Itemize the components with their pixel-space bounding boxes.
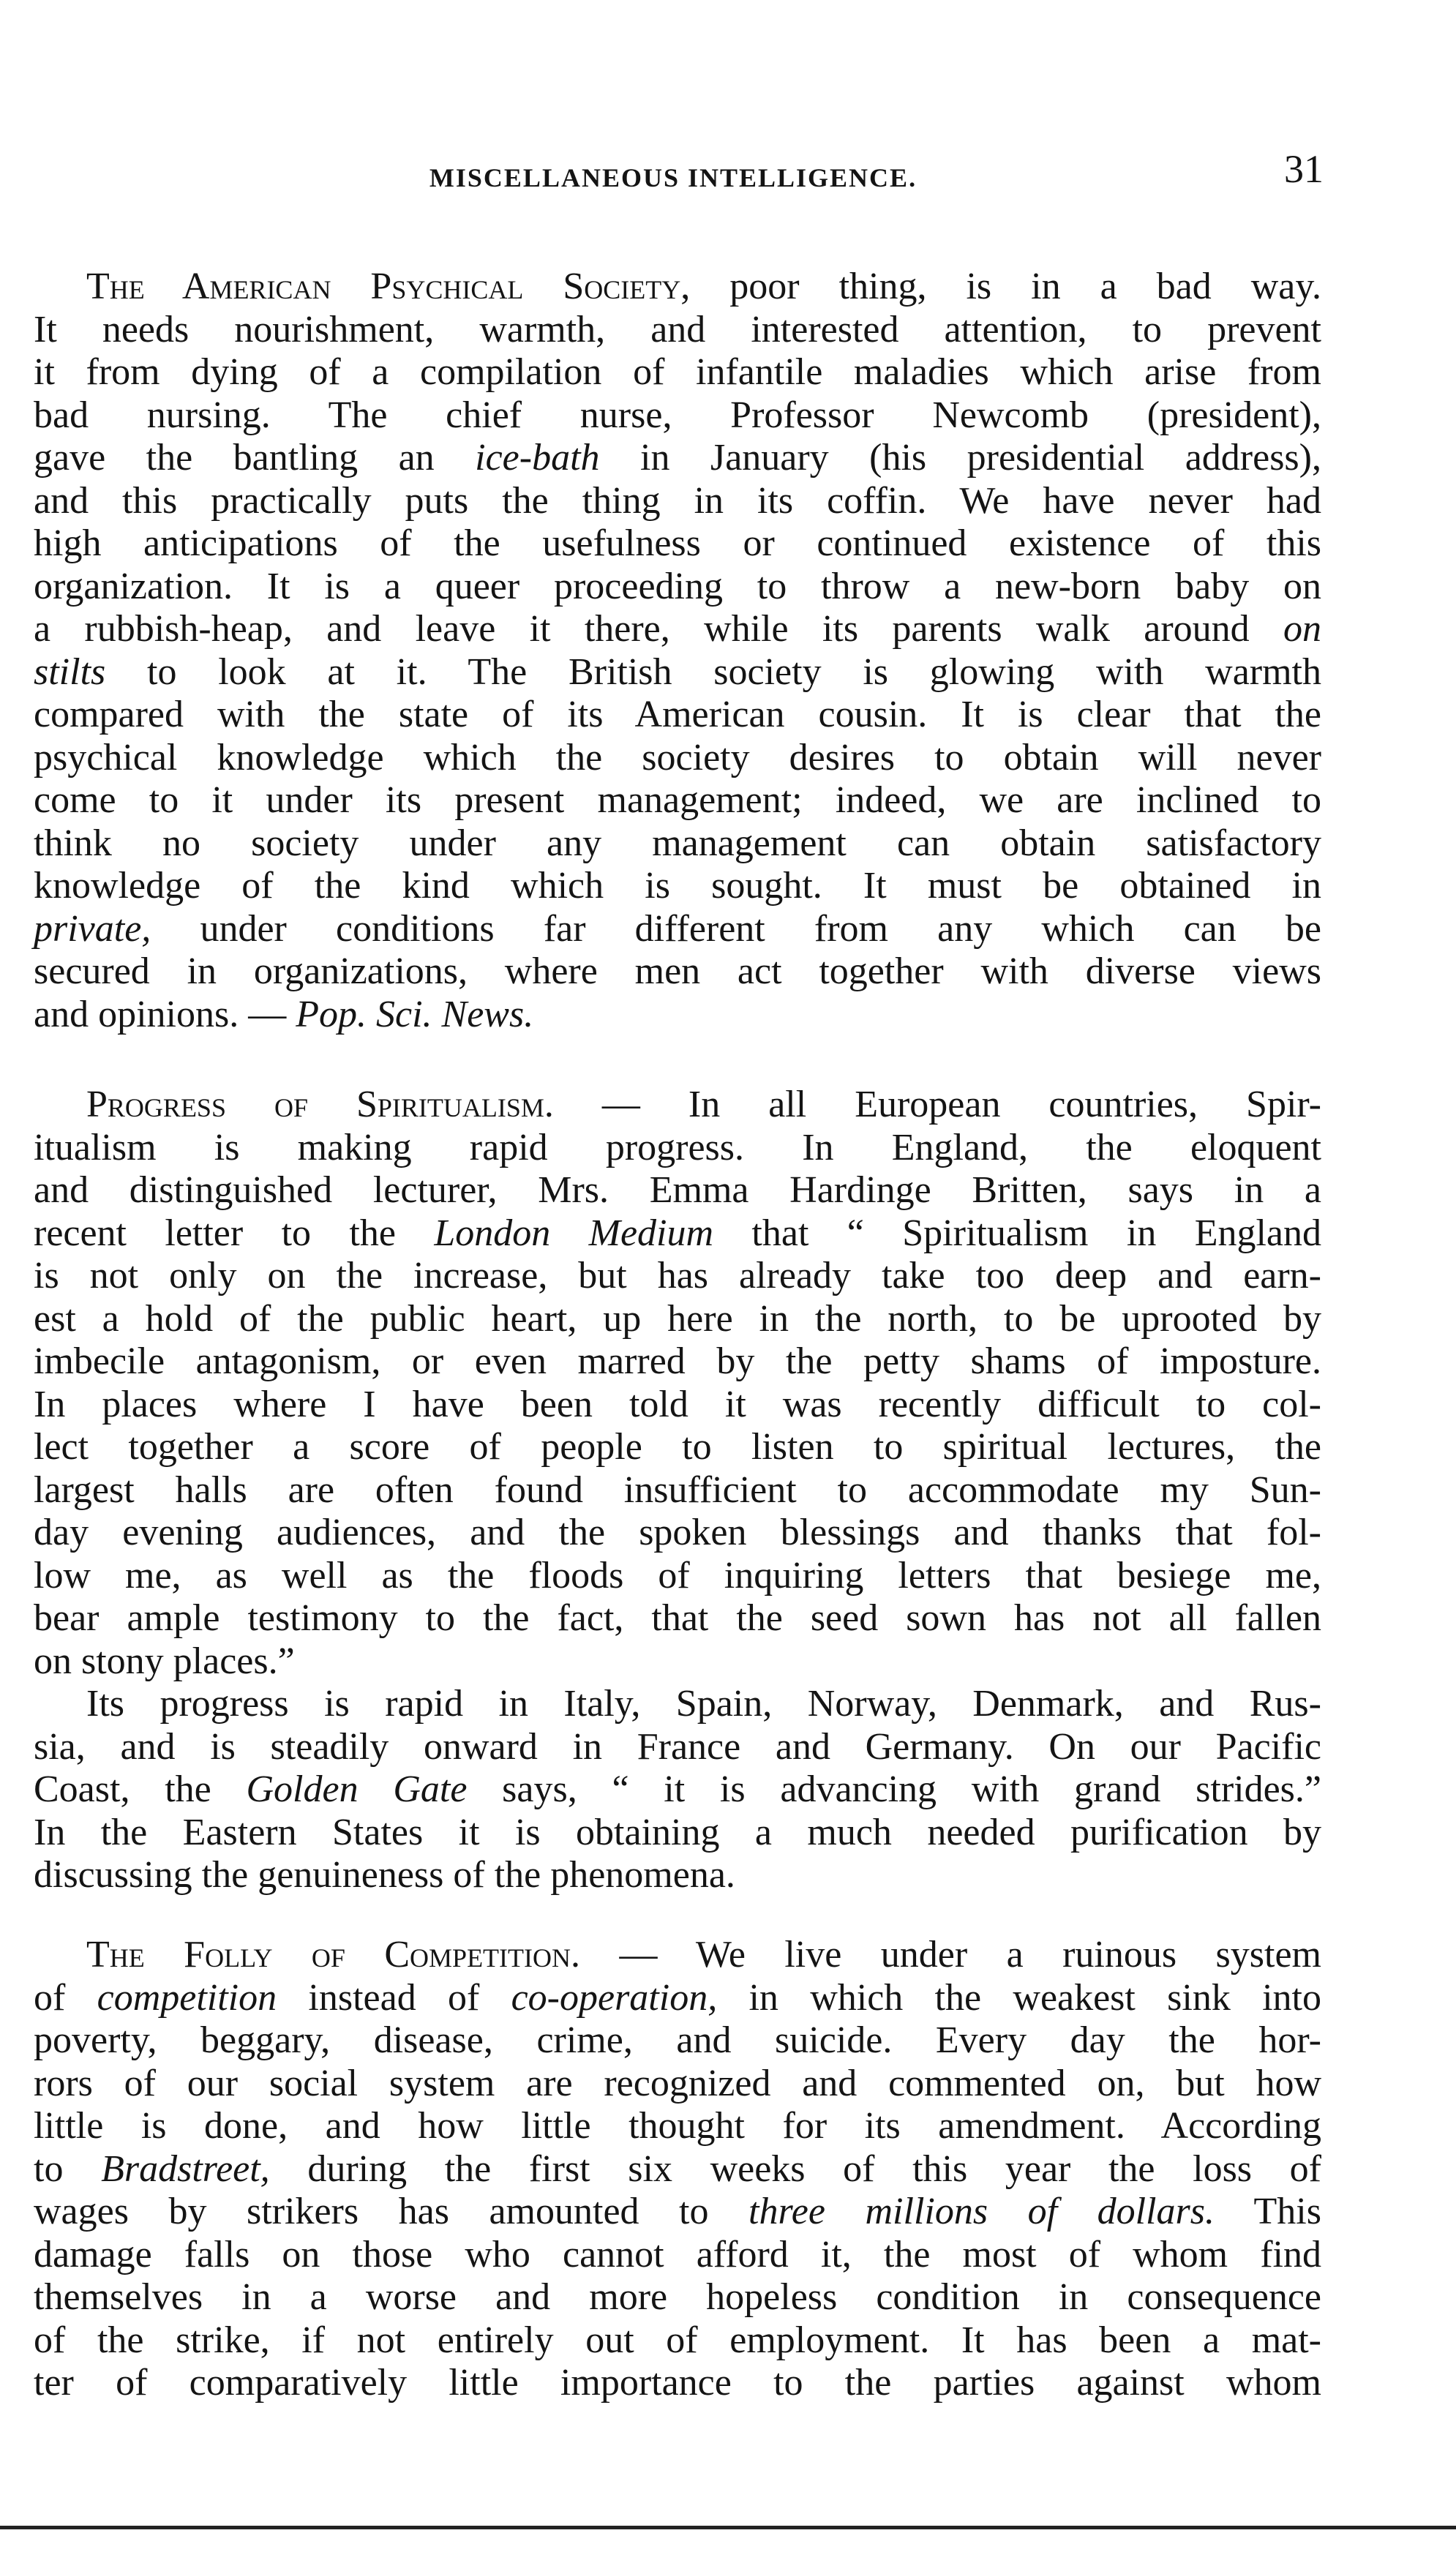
text-segment: Its progress is rapid in Italy, Spain, Norway, Denmark, and Rus-	[86, 1683, 1321, 1725]
text-line	[34, 1512, 1321, 1555]
text-line	[34, 1597, 1321, 1640]
italic-text: stilts	[34, 650, 106, 693]
text-segment: think no society under any management can obtain satisfactory	[34, 822, 1321, 864]
text-segment: imbecile antagonism, or even marred by the petty shams of imposture.	[34, 1340, 1321, 1382]
text-segment: — In all European countries, Spir-	[553, 1084, 1321, 1125]
text-line	[34, 1555, 1321, 1598]
text-segment: largest halls are often found insufficient to accommodate my Sun-	[34, 1468, 1321, 1511]
italic-text: ice-bath	[475, 437, 600, 479]
text-segment: gave the bantling an	[34, 437, 476, 479]
text-line	[34, 2191, 1321, 2234]
text-segment: and opinions. —	[34, 993, 296, 1035]
text-line	[34, 2105, 1321, 2148]
bottom-rule	[0, 2526, 1456, 2529]
text-line	[34, 1340, 1321, 1384]
italic-text: three millions of dollars.	[748, 2191, 1215, 2232]
text-segment: poverty, beggary, disease, crime, and suicide. Every day the hor-	[34, 2019, 1321, 2061]
text-line	[34, 394, 1321, 438]
italic-text: London Medium	[434, 1212, 714, 1254]
article-heading: The Folly of Competition.	[86, 1934, 581, 1975]
text-line	[34, 694, 1321, 737]
text-line	[34, 2319, 1321, 2363]
text-segment: a rubbish-heap, and leave it there, while its parents walk around	[34, 608, 1283, 650]
text-segment: and this practically puts the thing in its coffin. We have never had	[34, 479, 1321, 522]
text-line	[34, 1640, 1321, 1684]
text-segment: themselves in a worse and more hopeless condition in consequence	[34, 2276, 1321, 2318]
text-segment: to	[34, 2147, 102, 2190]
text-segment: in January (his presidential address),	[599, 437, 1321, 479]
italic-text: co-operation,	[511, 1976, 718, 2019]
text-line	[34, 950, 1321, 994]
text-segment: secured in organizations, where men act together with diverse views	[34, 950, 1321, 992]
article-progress-of-spiritualism	[34, 1084, 1321, 1897]
italic-text: private,	[34, 907, 151, 950]
text-line	[34, 1934, 1321, 1977]
text-line	[34, 1726, 1321, 1769]
text-line	[34, 2019, 1321, 2063]
text-line	[34, 1255, 1321, 1298]
article-folly-of-competition	[34, 1934, 1321, 2405]
text-segment: high anticipations of the usefulness or continued existence of this	[34, 522, 1321, 564]
text-line	[34, 480, 1321, 523]
text-segment: In the Eastern States it is obtaining a much needed purification by	[34, 1811, 1321, 1853]
article-heading: The American Psychical Society	[86, 266, 681, 307]
text-line	[34, 1854, 1321, 1897]
text-segment: compared with the state of its American cousin. It is clear that the	[34, 694, 1321, 735]
text-segment: est a hold of the public heart, up here in the north, to be uprooted by	[34, 1297, 1321, 1340]
text-segment: under conditions far different from any which can be	[151, 907, 1321, 950]
text-line	[34, 437, 1321, 480]
text-line	[34, 1768, 1321, 1812]
text-segment: instead of	[277, 1976, 511, 2019]
text-line	[34, 1683, 1321, 1726]
text-segment: of the strike, if not entirely out of employment. It has been a mat-	[34, 2319, 1321, 2361]
text-segment: itualism is making rapid progress. In England, the eloquent	[34, 1126, 1321, 1168]
text-line	[34, 865, 1321, 908]
text-segment: This	[1214, 2191, 1321, 2232]
text-segment: ter of comparatively little importance to the parties against whom	[34, 2362, 1321, 2404]
text-segment: knowledge of the kind which is sought. It must be obtained in	[34, 865, 1321, 907]
text-line	[34, 1469, 1321, 1512]
text-line	[34, 737, 1321, 780]
text-segment: in which the weakest sink into	[717, 1976, 1322, 2019]
text-segment: of	[34, 1976, 97, 2019]
page-number: 31	[1284, 147, 1324, 191]
italic-text: Bradstreet,	[101, 2147, 270, 2190]
italic-text: Pop. Sci. News.	[296, 993, 534, 1035]
text-segment: little is done, and how little thought for its amendment. According	[34, 2105, 1321, 2147]
text-line	[34, 2063, 1321, 2106]
text-line	[34, 994, 1321, 1037]
text-line	[34, 908, 1321, 951]
text-line	[34, 2276, 1321, 2319]
text-line	[34, 1127, 1321, 1170]
italic-text: Golden Gate	[246, 1768, 468, 1810]
text-line	[34, 1212, 1321, 1256]
text-line	[34, 1426, 1321, 1469]
text-line	[34, 522, 1321, 566]
text-line	[34, 779, 1321, 822]
text-line	[34, 351, 1321, 394]
text-line	[34, 566, 1321, 609]
text-segment: is not only on the increase, but has already take too deep and earn-	[34, 1255, 1321, 1297]
text-segment: bad nursing. The chief nurse, Professor Newcomb (president),	[34, 394, 1321, 436]
text-line	[34, 651, 1321, 694]
running-head: MISCELLANEOUS INTELLIGENCE.	[429, 163, 917, 192]
text-segment: It needs nourishment, warmth, and interested attention, to prevent	[34, 308, 1321, 350]
text-segment: that “ Spiritualism in England	[713, 1212, 1321, 1254]
text-line	[34, 1169, 1321, 1212]
text-line	[34, 1812, 1321, 1855]
text-segment: psychical knowledge which the society desires to obtain will never	[34, 736, 1321, 778]
text-line	[34, 608, 1321, 651]
text-line	[34, 309, 1321, 352]
text-segment: — We live under a ruinous system	[580, 1934, 1321, 1975]
text-line	[34, 2234, 1321, 2277]
text-line	[34, 2362, 1321, 2405]
text-line	[34, 266, 1321, 309]
text-segment: says, “ it is advancing with grand strides.”	[467, 1768, 1321, 1810]
text-segment: Coast, the	[34, 1768, 247, 1810]
text-line	[34, 1977, 1321, 2020]
text-segment: , poor thing, is in a bad way.	[680, 266, 1321, 307]
text-line	[34, 1084, 1321, 1127]
italic-text: on	[1283, 608, 1321, 650]
text-segment: rors of our social system are recognized and commented on, but how	[34, 2062, 1321, 2104]
text-segment: sia, and is steadily onward in France and Germany. On our Pacific	[34, 1725, 1321, 1768]
text-segment: lect together a score of people to listen to spiritual lectures, the	[34, 1426, 1321, 1468]
text-segment: come to it under its present management; indeed, we are inclined to	[34, 779, 1321, 821]
text-segment: wages by strikers has amounted to	[34, 2191, 749, 2232]
article-heading: Progress of Spiritualism.	[86, 1084, 554, 1125]
text-line	[34, 822, 1321, 866]
text-segment: discussing the genuineness of the phenomena.	[34, 1854, 735, 1896]
text-segment: to look at it. The British society is glowing with warmth	[105, 650, 1321, 693]
article-american-psychical-society	[34, 266, 1321, 1036]
text-segment: during the first six weeks of this year the loss of	[269, 2147, 1321, 2190]
text-segment: it from dying of a compilation of infantile maladies which arise from	[34, 351, 1321, 393]
text-line	[34, 2148, 1321, 2191]
text-segment: In places where I have been told it was recently difficult to col-	[34, 1383, 1321, 1425]
text-segment: organization. It is a queer proceeding to throw a new-born baby on	[34, 565, 1321, 607]
text-segment: damage falls on those who cannot afford it, the most of whom find	[34, 2233, 1321, 2275]
text-line	[34, 1298, 1321, 1341]
text-segment: low me, as well as the floods of inquiring letters that besiege me,	[34, 1554, 1321, 1596]
text-line	[34, 1384, 1321, 1427]
text-segment: and distinguished lecturer, Mrs. Emma Hardinge Britten, says in a	[34, 1169, 1321, 1211]
text-segment: on stony places.”	[34, 1640, 295, 1682]
text-segment: bear ample testimony to the fact, that the seed sown has not all fallen	[34, 1597, 1321, 1639]
text-segment: day evening audiences, and the spoken blessings and thanks that fol-	[34, 1512, 1321, 1553]
italic-text: competition	[97, 1976, 277, 2019]
text-segment: recent letter to the	[34, 1212, 435, 1254]
